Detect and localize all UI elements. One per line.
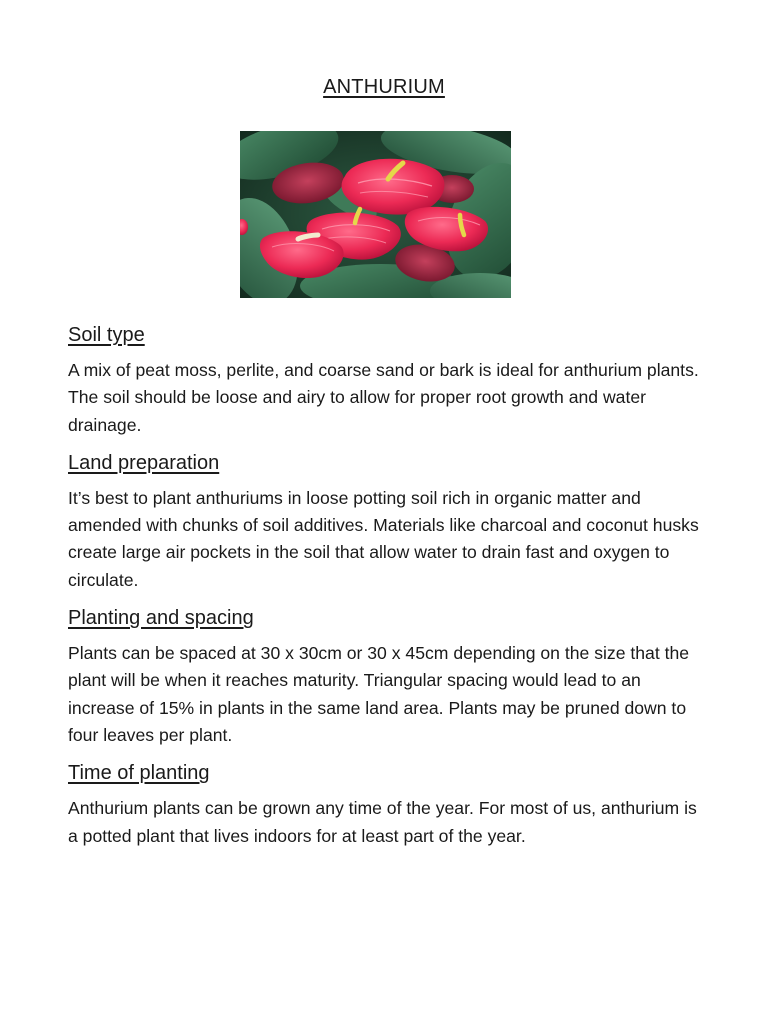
section-body-land-preparation: It’s best to plant anthuriums in loose potting soil rich in organic matter and amended with chunks of soil additives. Materials like charcoal and coconut husks create large air pockets in the soil that allow water to drain fast and oxygen to circulate. [68, 487, 699, 590]
section-body-soil-type: A mix of peat moss, perlite, and coarse sand or bark is ideal for anthurium plants. The soil should be loose and airy to allow for proper root growth and water drainage. [68, 360, 699, 435]
document-title: ANTHURIUM [323, 76, 445, 98]
section-heading-soil-type: Soil type [68, 324, 145, 346]
document-content [68, 318, 708, 857]
section-heading-planting-and-spacing: Planting and spacing [68, 607, 254, 630]
section-body-time-of-planting: Anthurium plants can be grown any time of the year. For most of us, anthurium is a potted plant that lives indoors for at least part of the year. [68, 798, 697, 846]
section-body-planting-and-spacing: Plants can be spaced at 30 x 30cm or 30 x 45cm depending on the size that the plant will be when it reaches maturity. Triangular spacing would lead to an increase of 15% in plants in the same land area. Plants may be pruned down to four leaves per plant. [68, 643, 690, 745]
anthurium-flowers-photo [240, 131, 511, 298]
section-heading-time-of-planting: Time of planting [68, 762, 210, 785]
section-heading-land-preparation: Land preparation [68, 451, 220, 474]
